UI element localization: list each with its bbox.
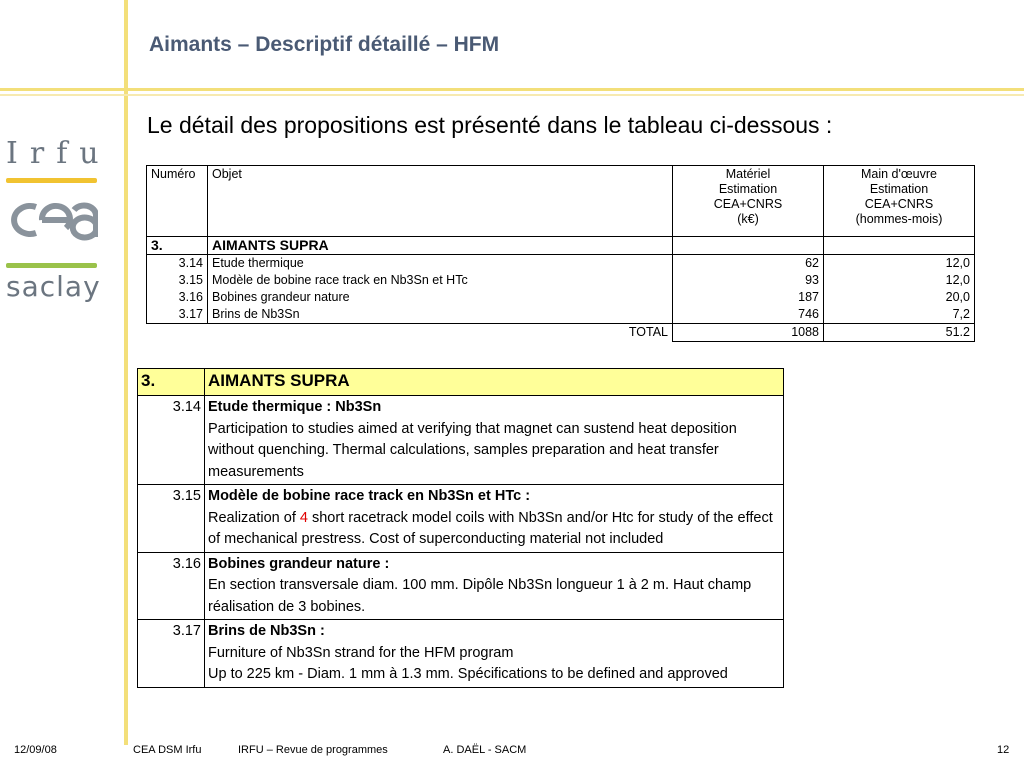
total-label: TOTAL (208, 324, 673, 342)
detail-text-line2: Up to 225 km - Diam. 1 mm à 1.3 mm. Spécifications to be defined and approved (208, 666, 728, 682)
detail-text: En section transversale diam. 100 mm. Dipôle Nb3Sn longueur 1 à 2 m. Haut champ réalisation de 3 bobines. (208, 577, 752, 615)
detail-title: Etude thermique : Nb3Sn (208, 399, 382, 415)
total-row (147, 324, 975, 342)
section-num: 3. (147, 237, 208, 255)
section-row (147, 237, 975, 255)
saclay-logo-text: saclay (6, 270, 101, 303)
irfu-logo-bar (6, 178, 97, 183)
footer-event: IRFU – Revue de programmes (238, 744, 388, 756)
detail-row: 3.15 Modèle de bobine race track en Nb3Sn et HTc : Realization of 4 short racetrack model coils with Nb3Sn and/or Htc for study of the effect of mechanical prestress. Cost of superconducting material not included (138, 485, 784, 553)
section-label: AIMANTS SUPRA (208, 237, 673, 255)
summary-table-header (147, 166, 975, 237)
footer-date: 12/09/08 (14, 744, 57, 756)
vertical-accent-line (124, 0, 128, 745)
detail-title: Brins de Nb3Sn : (208, 623, 325, 639)
header-objet: Objet (208, 166, 673, 237)
detail-text: Participation to studies aimed at verifying that magnet can sustend heat deposition without quenching. Thermal calculations, samples preparation and heat transfer measurements (208, 420, 737, 480)
detail-title: Modèle de bobine race track en Nb3Sn et HTc : (208, 488, 531, 504)
detail-header-label: AIMANTS SUPRA (205, 369, 784, 396)
slide-subtitle: Le détail des propositions est présenté dans le tableau ci-dessous : (147, 112, 833, 138)
horizontal-accent-line-light (0, 94, 1024, 96)
detail-text: Realization of 4 short racetrack model coils with Nb3Sn and/or Htc for study of the effect of mechanical prestress. Cost of superconducting material not included (208, 509, 773, 547)
total-materiel: 1088 (673, 324, 824, 342)
footer-page: 12 (997, 744, 1010, 756)
detail-title: Bobines grandeur nature : (208, 555, 390, 572)
detail-row: 3.14 Etude thermique : Nb3Sn Participation to studies aimed at verifying that magnet can sustend heat deposition without quenching. Thermal calculations, samples preparation and heat transfer measurements (138, 396, 784, 485)
saclay-logo-bar (6, 263, 97, 268)
footer-author: A. DAËL - SACM (443, 744, 527, 756)
summary-table (146, 165, 975, 342)
detail-table (137, 368, 784, 688)
header-materiel: Matériel Estimation CEA+CNRS (k€) (673, 166, 824, 237)
cea-logo-icon (6, 197, 98, 243)
detail-table-header (138, 369, 784, 396)
detail-row: 3.16 Bobines grandeur nature : En section transversale diam. 100 mm. Dipôle Nb3Sn longueur 1 à 2 m. Haut champ réalisation de 3 bobines. (138, 552, 784, 620)
header-numero: Numéro (147, 166, 208, 237)
detail-header-num: 3. (138, 369, 205, 396)
cea-logo (6, 197, 98, 248)
table-row: 3.14 Etude thermique 62 12,0 (147, 255, 975, 273)
highlight-number: 4 (299, 509, 308, 526)
table-row: 3.16 Bobines grandeur nature 187 20,0 (147, 289, 975, 306)
table-row: 3.17 Brins de Nb3Sn 746 7,2 (147, 306, 975, 324)
footer-org: CEA DSM Irfu (133, 744, 202, 756)
table-row: 3.15 Modèle de bobine race track en Nb3Sn et HTc 93 12,0 (147, 272, 975, 289)
header-main-oeuvre: Main d'œuvre Estimation CEA+CNRS (hommes-mois) (824, 166, 975, 237)
irfu-logo-text: Irfu (6, 136, 111, 171)
slide-title: Aimants – Descriptif détaillé – HFM (149, 33, 500, 56)
total-main: 51.2 (824, 324, 975, 342)
horizontal-accent-line (0, 88, 1024, 91)
detail-text-line1: Furniture of Nb3Sn strand for the HFM program (208, 644, 514, 661)
detail-row: 3.17 Brins de Nb3Sn : Furniture of Nb3Sn strand for the HFM program Up to 225 km - Diam. 1 mm à 1.3 mm. Spécifications to be defined and approved (138, 620, 784, 688)
